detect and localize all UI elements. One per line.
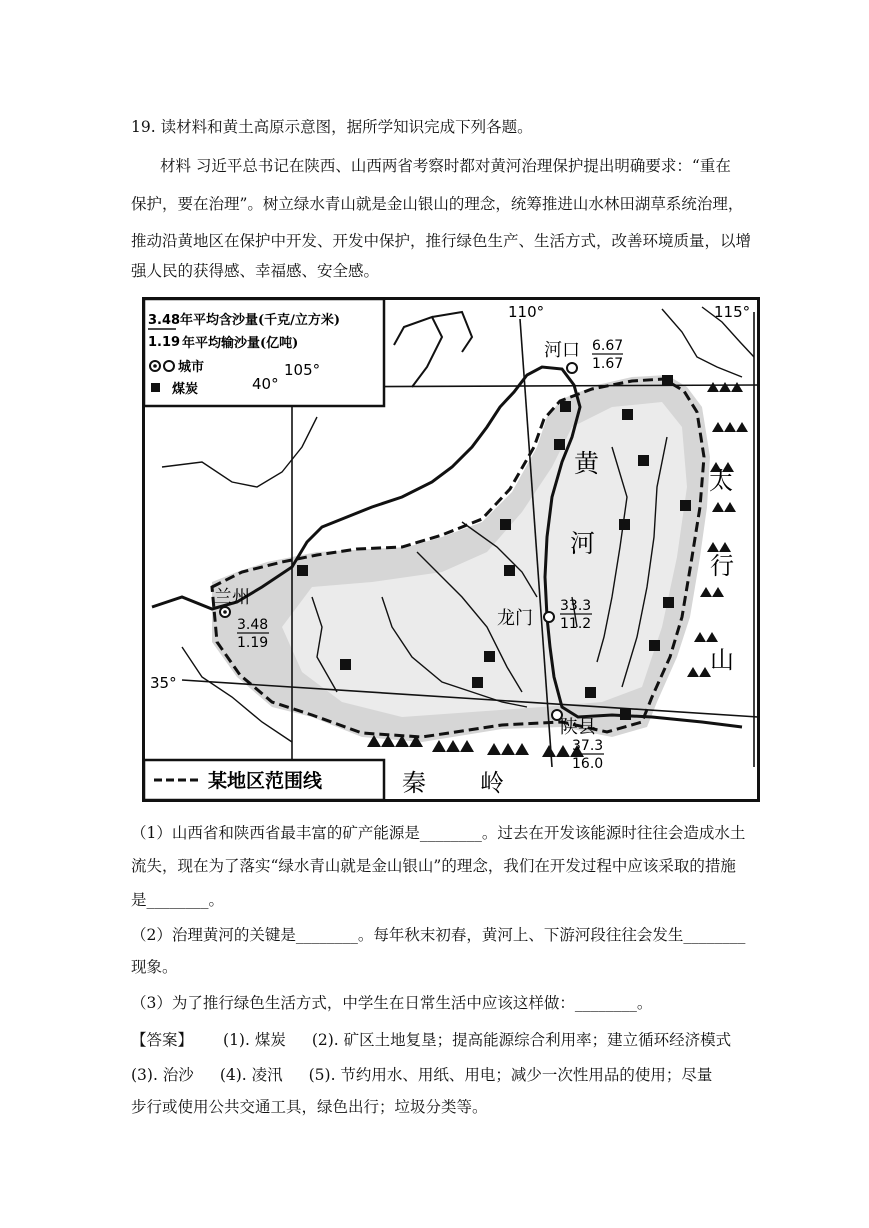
label-shanxian-top: 37.3 xyxy=(572,738,604,754)
lon-115: 115° xyxy=(714,303,751,321)
label-shanxian-bottom: 16.0 xyxy=(572,756,604,772)
legend-sample-bottom: 1.19 xyxy=(148,335,181,350)
loess-plateau-map xyxy=(142,297,760,802)
answer-item-3: (3). 治沙 xyxy=(131,1066,194,1084)
legend-sample-bottom-text: 年平均输沙量(亿吨) xyxy=(182,336,299,351)
answer-item-5: (5). 节约用水、用纸、用电；减少一次性用品的使用；尽量 xyxy=(308,1066,713,1084)
coal-marker xyxy=(560,401,571,412)
label-taihang-2: 行 xyxy=(710,552,734,580)
lat-40: 40° xyxy=(252,375,279,393)
material-line-4: 强人民的获得感、幸福感、安全感。 xyxy=(131,262,380,280)
coal-marker xyxy=(680,500,691,511)
material-line-2: 保护，要在治理”。树立绿水青山就是金山银山的理念，统筹推进山水林田湖草系统治理， xyxy=(131,195,744,213)
coal-marker xyxy=(500,519,511,530)
label-hekou-top: 6.67 xyxy=(592,338,624,354)
label-longmen-bottom: 11.2 xyxy=(560,616,592,632)
answer-item-4: (4). 凌汛 xyxy=(219,1066,283,1084)
q1-line-1: （1）山西省和陕西省最丰富的矿产能源是________。过去在开发该能源时往往会造成水土 xyxy=(131,824,746,842)
coal-marker xyxy=(472,677,483,688)
label-shanxian: 陕县 xyxy=(560,717,596,738)
answer-line-1 xyxy=(131,1028,731,1050)
lat-35: 35° xyxy=(150,674,177,692)
coal-marker xyxy=(662,375,673,386)
material-line-1: 材料 习近平总书记在陕西、山西两省考察时都对黄河治理保护提出明确要求：“重在 xyxy=(160,157,731,175)
coal-marker xyxy=(297,565,308,576)
lon-110: 110° xyxy=(508,303,545,321)
coal-marker xyxy=(554,439,565,450)
label-taihang-1: 太 xyxy=(709,467,733,495)
q2-line-1: （2）治理黄河的关键是________。每年秋末初春，黄河上、下游河段往往会发生________ xyxy=(131,926,746,944)
label-longmen-top: 33.3 xyxy=(560,598,592,614)
coal-marker xyxy=(484,651,495,662)
answer-item-1: (1). 煤炭 xyxy=(223,1031,286,1049)
answer-item-2: (2). 矿区土地复垦；提高能源综合利用率；建立循环经济模式 xyxy=(311,1031,732,1049)
label-hekou: 河口 xyxy=(544,340,580,361)
label-longmen: 龙门 xyxy=(497,608,533,629)
material-line-3: 推动沿黄地区在保护中开发、开发中保护，推行绿色生产、生活方式，改善环境质量，以增 xyxy=(131,232,752,250)
coal-marker xyxy=(649,640,660,651)
q2-line-2: 现象。 xyxy=(131,958,178,976)
coal-marker xyxy=(638,455,649,466)
coal-marker xyxy=(622,409,633,420)
coal-marker xyxy=(340,659,351,670)
coal-marker xyxy=(504,565,515,576)
city-hekou xyxy=(567,363,577,373)
label-lanzhou: 兰州 xyxy=(214,587,250,608)
question-number-line: 19. 读材料和黄土高原示意图，据所学知识完成下列各题。 xyxy=(131,118,533,136)
lon-105: 105° xyxy=(284,361,321,379)
label-hekou-bottom: 1.67 xyxy=(592,356,624,372)
label-taihang-3: 山 xyxy=(710,646,734,674)
label-river-2: 河 xyxy=(570,529,596,558)
label-qinling-1: 秦 xyxy=(402,769,426,797)
coal-marker xyxy=(585,687,596,698)
label-lanzhou-top: 3.48 xyxy=(237,617,269,633)
q1-line-2: 流失，现在为了落实“绿水青山就是金山银山”的理念，我们在开发过程中应该采取的措施 xyxy=(131,857,736,875)
legend-coal-label: 煤炭 xyxy=(172,382,199,397)
legend-city-label: 城市 xyxy=(178,360,205,375)
label-qinling-2: 岭 xyxy=(480,769,504,797)
answer-line-3: 步行或使用公共交通工具，绿色出行；垃圾分类等。 xyxy=(131,1098,488,1116)
coal-marker xyxy=(663,597,674,608)
answer-line-2 xyxy=(131,1063,712,1085)
q1-line-3: 是________。 xyxy=(131,891,225,909)
label-river-1: 黄 xyxy=(574,449,600,478)
legend-sample-top-text: 年平均含沙量(千克/立方米) xyxy=(180,313,341,328)
label-lanzhou-bottom: 1.19 xyxy=(237,635,269,651)
coal-marker xyxy=(619,519,630,530)
legend-boundary-label: 某地区范围线 xyxy=(208,770,323,792)
city-longmen xyxy=(544,612,554,622)
answer-label: 【答案】 xyxy=(131,1031,194,1049)
legend-sample-top: 3.48 xyxy=(148,313,181,328)
coal-marker xyxy=(620,709,631,720)
q3-line-1: （3）为了推行绿色生活方式，中学生在日常生活中应该这样做：________。 xyxy=(131,994,653,1012)
